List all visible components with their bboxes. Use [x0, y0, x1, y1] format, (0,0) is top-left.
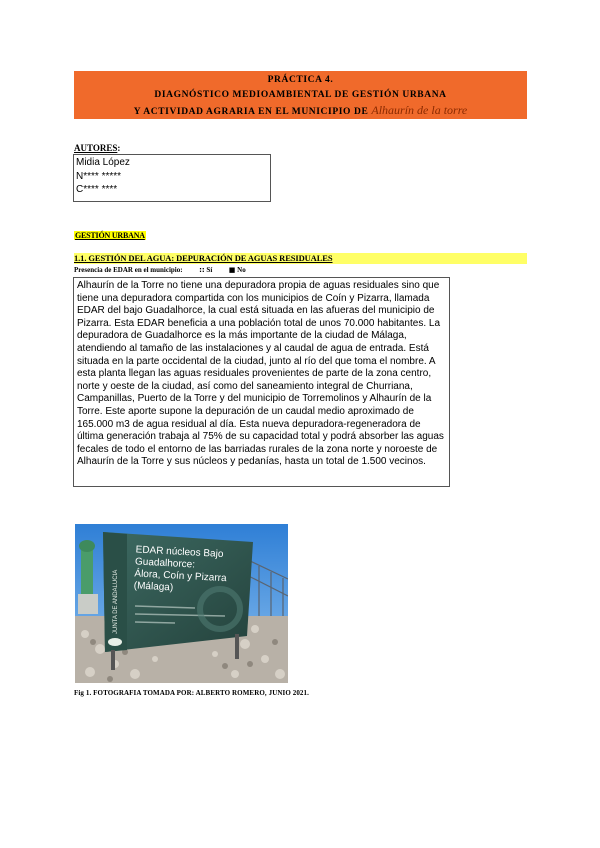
- author-name: Midia López: [76, 157, 130, 168]
- subsection-title: 1.1. GESTIÓN DEL AGUA: DEPURACIÓN DE AGUAS RESIDUALES: [74, 253, 527, 264]
- header-line-1: PRÁCTICA 4.: [267, 75, 334, 85]
- practice-header: [74, 71, 527, 119]
- header-line-2: DIAGNÓSTICO MEDIOAMBIENTAL DE GESTIÓN URBANA: [154, 90, 447, 100]
- checkbox-checked-icon: ■: [228, 266, 236, 274]
- sign-line-1: EDAR núcleos Bajo: [135, 544, 224, 560]
- author-name: N**** *****: [76, 170, 122, 182]
- authors-label: [74, 143, 120, 153]
- section-title: GESTIÓN URBANA: [75, 231, 145, 240]
- authors-label-text: AUTORES: [74, 143, 118, 153]
- sign-side-text: JUNTA DE ANDALUCIA: [113, 569, 119, 634]
- authors-box: [73, 154, 271, 202]
- option-yes-label: Sí: [206, 266, 213, 274]
- edar-sign-photo: [75, 524, 288, 683]
- header-line-3-text: Y ACTIVIDAD AGRARIA EN EL MUNICIPIO DE: [133, 107, 369, 117]
- presence-label: Presencia de EDAR en el municipio:: [74, 266, 183, 274]
- sign-line-3: Álora, Coín y Pizarra: [134, 568, 227, 585]
- option-yes[interactable]: [199, 266, 212, 274]
- edar-presence-row: [74, 266, 246, 274]
- description-textbox: Alhaurín de la Torre no tiene una depuradora propia de aguas residuales sino que tiene una depuradora compartida con los municipios de Coín y Pizarra, llamada EDAR del bajo Guadalhorce, la cual está situada en las afueras del municipio de Pizarra. Esta EDAR beneficia a una población total de unos 70.000 habitantes. La depuradora de Guadalhorce es la más importante de la ciudad de Málaga, atendiendo al tamaño de las instalaciones y al caudal de agua de entrada. Está situada en la parte occidental de la ciudad, junto al río del que toma el nombre. A esta planta llegan las aguas residuales provenientes de parte de la zona centro, norte y oeste de la ciudad, así como del saneamiento integral de Churriana, Campanillas, Puerto de la Torre y del municipio de Torremolinos y Alhaurín de la Torre. Este aporte supone la depuración de un caudal medio aproximado de 165.000 m3 de agua residual al día. Esta nueva depuradora-regeneradora de última generación trabaja al 75% de su capacidad total y podrá absorber las aguas fecales de todo el entorno de las barriadas rurales de la zona norte y noroeste de Alhaurín de la Torre y sus núcleos y pedanías, hasta un total de 1.500 vecinos.: [73, 277, 450, 487]
- author-name: C**** ****: [76, 184, 118, 195]
- sign-line-4: (Málaga): [133, 580, 174, 594]
- option-no-label: No: [237, 266, 246, 274]
- option-no[interactable]: [229, 266, 246, 274]
- checkbox-unchecked-icon: ::: [199, 266, 205, 274]
- figure-caption: Fig 1. FOTOGRAFIA TOMADA POR: ALBERTO ROMERO, JUNIO 2021.: [74, 689, 309, 697]
- authors-label-colon: :: [117, 143, 121, 153]
- header-location: Alhaurín de la torre: [371, 103, 468, 117]
- sign-line-2: Guadalhorce:: [134, 556, 196, 571]
- header-line-3: [74, 103, 527, 120]
